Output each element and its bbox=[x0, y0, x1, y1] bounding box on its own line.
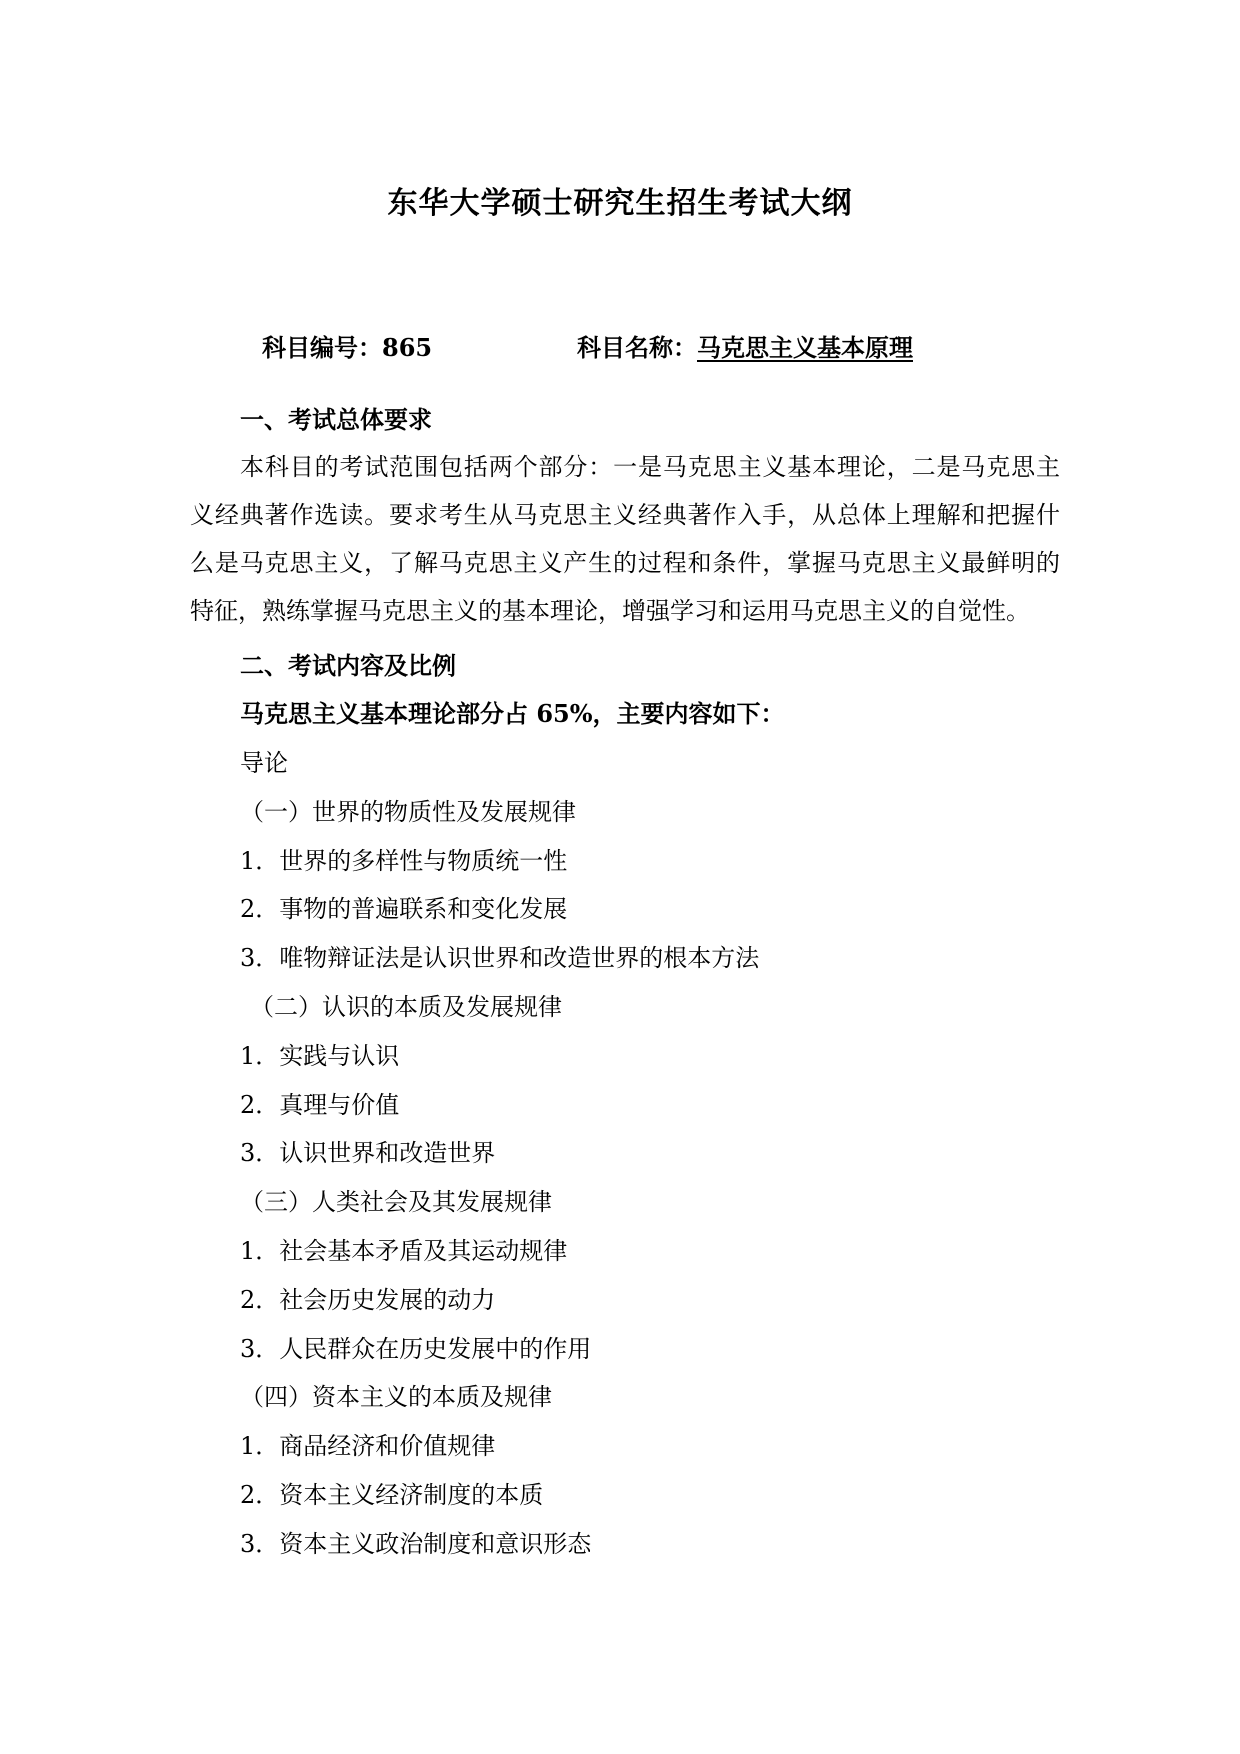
list-item: 1．实践与认识 bbox=[240, 1042, 400, 1070]
content-intro: 马克思主义基本理论部分占 65%，主要内容如下： bbox=[240, 699, 785, 728]
list-item: 1．世界的多样性与物质统一性 bbox=[240, 847, 568, 875]
list-item: 3．资本主义政治制度和意识形态 bbox=[240, 1530, 592, 1558]
list-item: 导论 bbox=[240, 749, 288, 777]
document-title: 东华大学硕士研究生招生考试大纲 bbox=[387, 186, 853, 221]
list-item: 1．商品经济和价值规律 bbox=[240, 1432, 496, 1460]
list-item: 3．人民群众在历史发展中的作用 bbox=[240, 1335, 592, 1363]
list-item: 2．资本主义经济制度的本质 bbox=[240, 1481, 544, 1509]
list-item: （二）认识的本质及发展规律 bbox=[250, 993, 562, 1021]
subject-name bbox=[577, 328, 913, 363]
list-item: 2．真理与价值 bbox=[240, 1091, 400, 1119]
subject-code-value: 865 bbox=[382, 333, 433, 362]
list-item: （一）世界的物质性及发展规律 bbox=[240, 798, 576, 826]
list-item: 3．认识世界和改造世界 bbox=[240, 1139, 496, 1167]
requirements-paragraph bbox=[190, 443, 1060, 635]
section-heading-requirements: 一、考试总体要求 bbox=[240, 405, 432, 434]
subject-code bbox=[262, 328, 432, 363]
subject-name-value: 马克思主义基本原理 bbox=[697, 333, 913, 362]
section-heading-content: 二、考试内容及比例 bbox=[240, 651, 456, 680]
list-item: 2．事物的普遍联系和变化发展 bbox=[240, 895, 568, 923]
subject-name-label: 科目名称： bbox=[577, 333, 697, 362]
list-item: 1．社会基本矛盾及其运动规律 bbox=[240, 1237, 568, 1265]
list-item: 3．唯物辩证法是认识世界和改造世界的根本方法 bbox=[240, 944, 760, 972]
paragraph-line: 特征，熟练掌握马克思主义的基本理论，增强学习和运用马克思主义的自觉性。 bbox=[190, 597, 1030, 625]
list-item: 2．社会历史发展的动力 bbox=[240, 1286, 496, 1314]
subject-code-label: 科目编号： bbox=[262, 333, 382, 362]
paragraph-line: 本科目的考试范围包括两个部分：一是马克思主义基本理论，二是马克思主 bbox=[240, 453, 1060, 481]
paragraph-line: 义经典著作选读。要求考生从马克思主义经典著作入手，从总体上理解和把握什 bbox=[190, 501, 1060, 529]
paragraph-line: 么是马克思主义，了解马克思主义产生的过程和条件，掌握马克思主义最鲜明的 bbox=[190, 549, 1060, 577]
list-item: （四）资本主义的本质及规律 bbox=[240, 1383, 552, 1411]
list-item: （三）人类社会及其发展规律 bbox=[240, 1188, 552, 1216]
